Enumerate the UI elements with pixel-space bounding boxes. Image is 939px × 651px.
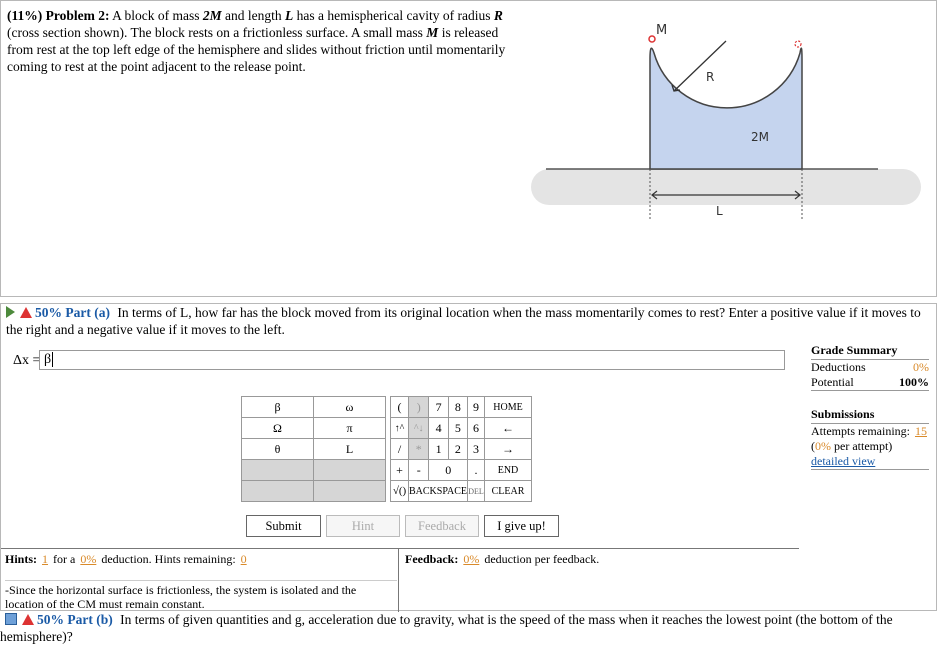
key-1[interactable]: 1 (429, 439, 448, 460)
hints-remaining: 0 (240, 552, 247, 566)
rest-point-dot (795, 41, 801, 47)
key-sqrt[interactable]: √() (391, 481, 409, 502)
key-omega[interactable]: ω (314, 397, 386, 418)
variable-keypad (241, 396, 386, 502)
ground-surface (531, 169, 921, 205)
key-subscript[interactable]: ^↓ (409, 418, 429, 439)
problem-statement: (11%) Problem 2: A block of mass 2M and length L has a hemispherical cavity of radius R (cross section shown). The block rests on a frictionless surface. A small mass M is released from rest at the top left edge of the hemisphere and slides without friction until momentarily coming to rest at the point adjacent to the release point. (7, 8, 506, 74)
label-length: L (716, 204, 723, 218)
key-4[interactable]: 4 (429, 418, 448, 439)
key-del[interactable]: DEL (468, 481, 485, 502)
key-backspace[interactable]: BACKSPACE (409, 481, 468, 502)
feedback-deduction: 0% (463, 552, 480, 566)
label-small-mass: M (656, 23, 668, 38)
hint-text: -Since the horizontal surface is frictionless, the system is isolated and the location of the CM must remain constant. (5, 580, 397, 611)
part-a-panel (0, 303, 937, 611)
key-dot[interactable]: . (468, 460, 485, 481)
feedback-box (399, 548, 799, 612)
feedback-summary: Feedback: 0% deduction per feedback. (405, 552, 600, 566)
hints-count: 1 (42, 552, 49, 566)
feedback-button[interactable]: Feedback (405, 515, 479, 537)
key-0[interactable]: 0 (429, 460, 468, 481)
warning-icon (20, 307, 32, 318)
key-open-paren[interactable]: ( (391, 397, 409, 418)
hints-deduction: 0% (80, 552, 97, 566)
key-left-arrow[interactable]: ← (485, 418, 532, 439)
key-home[interactable]: HOME (485, 397, 532, 418)
hints-box (1, 548, 399, 612)
key-multiply[interactable]: * (409, 439, 429, 460)
key-empty (242, 481, 314, 502)
key-5[interactable]: 5 (448, 418, 467, 439)
key-8[interactable]: 8 (448, 397, 467, 418)
key-end[interactable]: END (485, 460, 532, 481)
key-L[interactable]: L (314, 439, 386, 460)
key-2[interactable]: 2 (448, 439, 467, 460)
key-superscript[interactable]: ↑^ (391, 418, 409, 439)
key-empty (314, 481, 386, 502)
give-up-button[interactable]: I give up! (484, 515, 559, 537)
part-b-panel: 50% Part (b) In terms of given quantities and g, acceleration due to gravity, what is the speed of the mass when it reaches the lowest point (the bottom of the hemisphere)? (0, 612, 893, 644)
key-right-arrow[interactable]: → (485, 439, 532, 460)
key-9[interactable]: 9 (468, 397, 485, 418)
key-close-paren[interactable]: ) (409, 397, 429, 418)
key-theta[interactable]: θ (242, 439, 314, 460)
part-b-question: In terms of given quantities and g, acceleration due to gravity, what is the speed of the mass when it reaches the lowest point (the bottom of the hemisphere)? (0, 612, 893, 644)
hints-summary: Hints: 1 for a 0% deduction. Hints remaining: 0 (5, 552, 247, 566)
key-empty (242, 460, 314, 481)
answer-input[interactable]: β (39, 350, 785, 370)
small-mass-dot (649, 36, 655, 42)
key-empty (314, 460, 386, 481)
problem-figure (526, 11, 926, 231)
radius-line (674, 41, 726, 91)
block-shape (650, 48, 802, 169)
collapse-icon[interactable] (5, 613, 17, 625)
attempts-remaining: 15 (914, 424, 927, 438)
key-Omega[interactable]: Ω (242, 418, 314, 439)
calculator-keypad (390, 396, 532, 502)
key-clear[interactable]: CLEAR (485, 481, 532, 502)
key-6[interactable]: 6 (468, 418, 485, 439)
submit-button[interactable]: Submit (246, 515, 321, 537)
problem-panel (0, 0, 937, 297)
key-3[interactable]: 3 (468, 439, 485, 460)
grade-summary: Grade Summary Deductions 0% Potential 100% Submissions Attempts remaining: 15 (0% per attempt) detailed view (811, 343, 929, 468)
answer-label: Δx = (13, 353, 41, 368)
label-radius: R (706, 70, 715, 84)
key-pi[interactable]: π (314, 418, 386, 439)
key-7[interactable]: 7 (429, 397, 448, 418)
expand-triangle-icon[interactable] (6, 306, 15, 318)
key-beta[interactable]: β (242, 397, 314, 418)
key-minus[interactable]: - (409, 460, 429, 481)
key-plus[interactable]: + (391, 460, 409, 481)
per-attempt-value: 0% (815, 439, 831, 453)
problem-number: (11%) Problem 2: (7, 8, 110, 23)
detailed-view-link[interactable]: detailed view (811, 454, 876, 468)
potential-value: 100% (899, 375, 929, 389)
label-block-mass: 2M (751, 130, 769, 144)
key-divide[interactable]: / (391, 439, 409, 460)
hint-button[interactable]: Hint (326, 515, 400, 537)
part-a-question: 50% Part (a) In terms of L, how far has the block moved from its original location when the mass momentarily comes to rest? Enter a positive value if it moves to the right and a negative value if it moves to the left. (6, 305, 921, 337)
deductions-value: 0% (913, 360, 929, 374)
warning-icon (22, 614, 34, 625)
